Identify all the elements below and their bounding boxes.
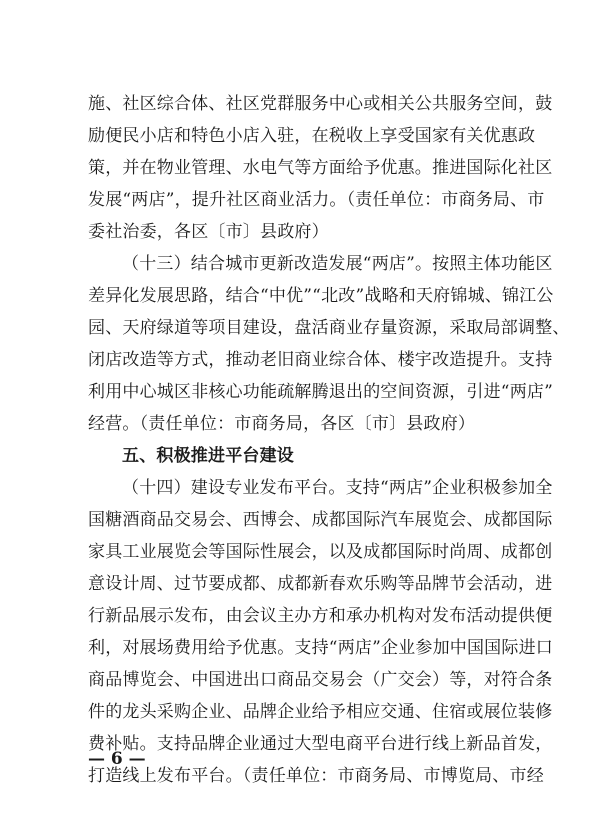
text-line: 意设计周、过节要成都、成都新春欢乐购等品牌节会活动，进 bbox=[88, 574, 553, 594]
text-line: 差异化发展思路，结合“中优”“北改”战略和天府锦城、锦江公 bbox=[88, 286, 554, 306]
text-line: 闭店改造等方式，推动老旧商业综合体、楼宇改造提升。支持 bbox=[88, 350, 553, 370]
text-line: 打造线上发布平台。（责任单位：市商务局、市博览局、市经 bbox=[88, 766, 544, 786]
document-body bbox=[88, 88, 570, 792]
text-line: 费补贴。支持品牌企业通过大型电商平台进行线上新品首发， bbox=[88, 734, 553, 754]
text-line: 发展“两店”，提升社区商业活力。（责任单位：市商务局、市 bbox=[88, 190, 545, 210]
text-line: 励便民小店和特色小店入驻，在税收上享受国家有关优惠政 bbox=[88, 126, 536, 146]
section-heading: 五、积极推进平台建设 bbox=[122, 446, 294, 466]
text-line: 利，对展场费用给予优惠。支持“两店”企业参加中国国际进口 bbox=[88, 638, 553, 658]
text-line: 件的龙头采购企业、品牌企业给予相应交通、住宿或展位装修 bbox=[88, 702, 553, 722]
text-line: 国糖酒商品交易会、西博会、成都国际汽车展览会、成都国际 bbox=[88, 510, 553, 530]
text-line: 行新品展示发布，由会议主办方和承办机构对发布活动提供便 bbox=[88, 606, 553, 626]
text-line: 商品博览会、中国进出口商品交易会（广交会）等，对符合条 bbox=[88, 670, 553, 690]
page-number: — 6 — bbox=[88, 749, 146, 769]
text-line: 施、社区综合体、社区党群服务中心或相关公共服务空间，鼓 bbox=[88, 94, 553, 114]
text-line: 经营。（责任单位：市商务局，各区〔市〕县政府） bbox=[88, 414, 476, 434]
text-line: 委社治委，各区〔市〕县政府） bbox=[88, 222, 329, 242]
text-line: 策，并在物业管理、水电气等方面给予优惠。推进国际化社区 bbox=[88, 158, 553, 178]
text-line: 园、天府绿道等项目建设，盘活商业存量资源，采取局部调整、 bbox=[88, 318, 570, 338]
paragraph-14-start: （十四）建设专业发布平台。支持“两店”企业积极参加全 bbox=[122, 478, 553, 498]
text-line: 家具工业展览会等国际性展会，以及成都国际时尚周、成都创 bbox=[88, 542, 553, 562]
paragraph-13-start: （十三）结合城市更新改造发展“两店”。按照主体功能区 bbox=[122, 254, 553, 274]
text-line: 利用中心城区非核心功能疏解腾退出的空间资源，引进“两店” bbox=[88, 382, 553, 402]
